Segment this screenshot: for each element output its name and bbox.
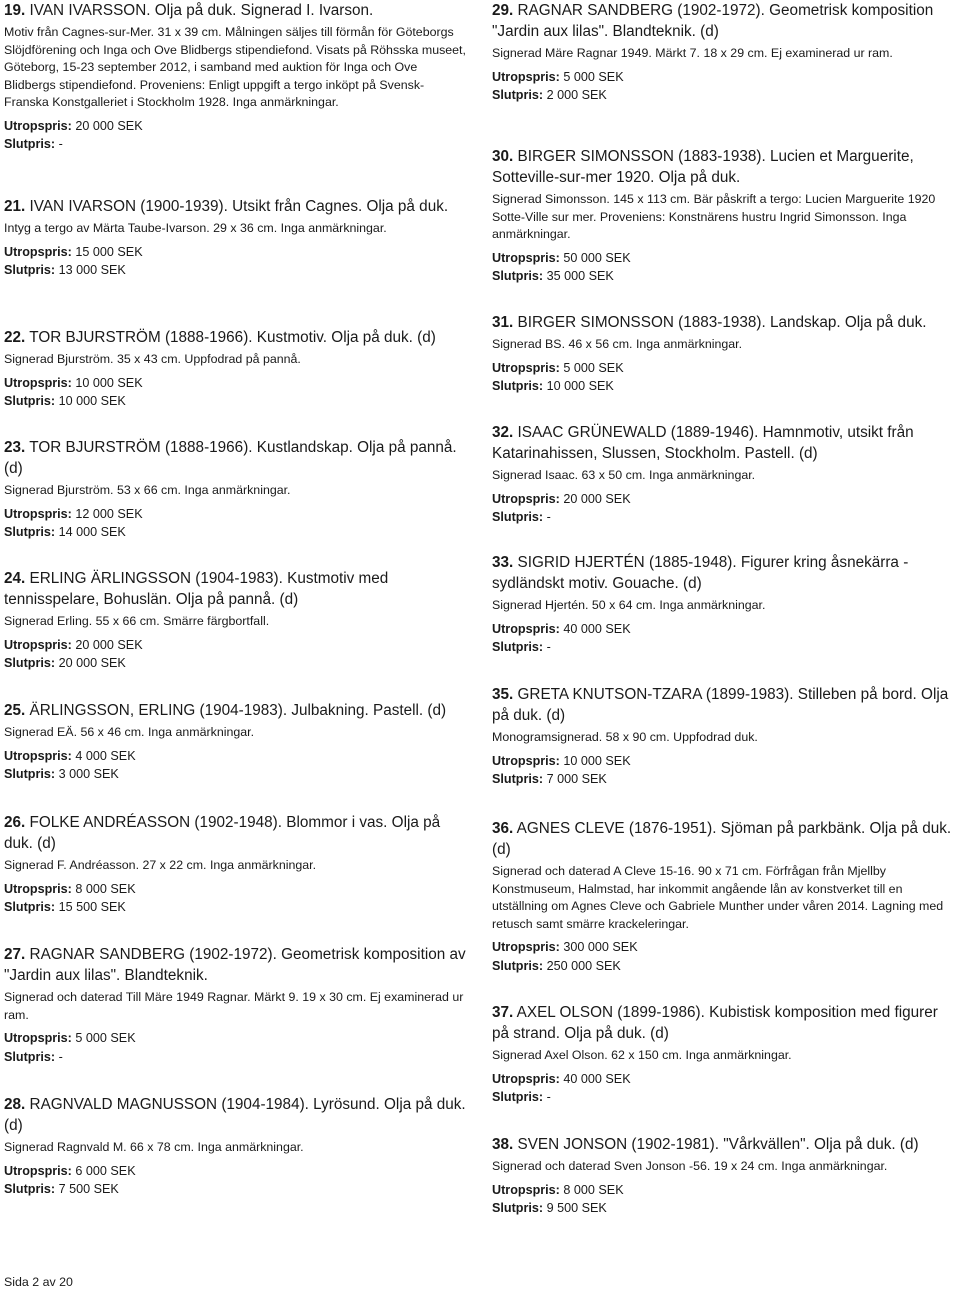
start-price-row <box>4 880 466 899</box>
lot-description: Signerad F. Andréasson. 27 x 22 cm. Inga anmärkningar. <box>4 858 317 872</box>
lot-number: 28. <box>4 1096 26 1113</box>
final-price-row <box>4 135 466 154</box>
start-price-label: Utropspris: <box>4 881 72 896</box>
lot-number: 26. <box>4 814 26 831</box>
start-price-value: 20 000 SEK <box>563 491 631 506</box>
lot-entry <box>4 812 466 917</box>
lot-title: ÄRLINGSSON, ERLING (1904-1983). Julbakning. Pastell. (d) <box>29 702 447 719</box>
final-price-label: Slutpris: <box>4 656 56 670</box>
start-price-row <box>492 249 958 268</box>
start-price-row <box>4 117 466 136</box>
lot-number: 31. <box>492 314 514 331</box>
lot-title: IVAN IVARSSON. Olja på duk. Signerad I. Ivarson. <box>29 2 374 19</box>
lot-entry <box>4 196 466 280</box>
start-price-row <box>492 938 958 957</box>
final-price-value: 14 000 SEK <box>58 525 126 539</box>
lot-description: Signerad Bjurström. 35 x 43 cm. Uppfodrad på pannå. <box>4 352 301 366</box>
final-price-row <box>492 957 958 976</box>
lot-heading <box>4 437 466 479</box>
lot-heading <box>4 568 466 610</box>
start-price-row <box>492 1181 958 1200</box>
lot-heading <box>492 684 958 726</box>
lot-description: Motiv från Cagnes-sur-Mer. 31 x 39 cm. Målningen säljes till förmån för Göteborgs Slöjdförening och Inga och Ove Blidbergs stipendiefond. Visats på Röhsska museet, Göteborg, 15-23 september 2012, i samband med auktion för Inga och Ove Blidbergs stipendiefond. Proveniens: Enligt uppgift a tergo inköpt på Svensk-Franska Konstgalleriet i Stockholm 1928. Inga anmärkningar. <box>4 25 466 109</box>
final-price-row <box>492 770 958 789</box>
lot-title: TOR BJURSTRÖM (1888-1966). Kustlandskap. Olja på pannå. (d) <box>4 439 457 477</box>
lot-number: 33. <box>492 554 514 571</box>
lot-description: Signerad och daterad A Cleve 15-16. 90 x 71 cm. Förfrågan från Mjellby Konstmuseum, Halmstad, har inkommit angående lån av konstverket till en utställning om Agnes Cleve och Gabriele Munther under våren 2014. Lagning med retusch samt smärre krackeleringar. <box>492 864 944 931</box>
final-price-value: - <box>58 137 63 151</box>
start-price-label: Utropspris: <box>4 375 72 390</box>
final-price-value: 3 000 SEK <box>58 767 119 781</box>
lot-entry <box>4 0 466 154</box>
final-price-value: - <box>546 510 551 524</box>
lot-title: TOR BJURSTRÖM (1888-1966). Kustmotiv. Olja på duk. (d) <box>29 329 436 346</box>
lot-description: Signerad Hjertén. 50 x 64 cm. Inga anmärkningar. <box>492 598 766 612</box>
start-price-label: Utropspris: <box>492 940 560 954</box>
start-price-label: Utropspris: <box>4 244 72 259</box>
final-price-row <box>492 508 958 527</box>
start-price-row <box>4 243 466 262</box>
lot-description: Signerad BS. 46 x 56 cm. Inga anmärkningar. <box>492 337 743 351</box>
final-price-value: 35 000 SEK <box>546 269 614 283</box>
final-price-label: Slutpris: <box>492 379 544 393</box>
start-price-row <box>492 1070 958 1089</box>
lot-description: Signerad Erling. 55 x 66 cm. Smärre färgbortfall. <box>4 614 270 628</box>
final-price-row <box>4 1180 466 1199</box>
lot-number: 27. <box>4 946 26 963</box>
start-price-value: 40 000 SEK <box>563 1071 631 1086</box>
start-price-label: Utropspris: <box>492 360 560 375</box>
final-price-label: Slutpris: <box>4 1049 56 1064</box>
lot-description: Signerad och daterad Sven Jonson -56. 19 x 24 cm. Inga anmärkningar. <box>492 1159 888 1173</box>
final-price-row <box>4 392 466 411</box>
lot-title: BIRGER SIMONSSON (1883-1938). Lucien et Marguerite, Sotteville-sur-mer 1920. Olja på duk. <box>492 148 914 186</box>
start-price-value: 20 000 SEK <box>75 118 143 133</box>
start-price-row <box>4 374 466 393</box>
start-price-label: Utropspris: <box>4 1031 72 1045</box>
start-price-row <box>4 505 466 524</box>
lot-heading <box>492 422 958 464</box>
lot-entry <box>492 1134 958 1218</box>
start-price-label: Utropspris: <box>492 1182 560 1197</box>
lot-title: SVEN JONSON (1902-1981). "Vårkvällen". Olja på duk. (d) <box>517 1136 919 1153</box>
page-number: Sida 2 av 20 <box>4 1275 73 1289</box>
final-price-row <box>492 638 958 657</box>
start-price-value: 20 000 SEK <box>75 637 143 652</box>
final-price-value: 10 000 SEK <box>58 394 126 408</box>
start-price-value: 10 000 SEK <box>563 753 631 768</box>
final-price-label: Slutpris: <box>4 900 56 914</box>
lot-entry <box>492 0 958 105</box>
lot-title: AGNES CLEVE (1876-1951). Sjöman på parkbänk. Olja på duk. (d) <box>492 820 952 858</box>
lot-entry <box>4 1094 466 1199</box>
start-price-value: 5 000 SEK <box>563 360 624 375</box>
start-price-row <box>492 490 958 509</box>
start-price-value: 5 000 SEK <box>563 69 624 84</box>
final-price-value: 15 500 SEK <box>58 900 126 914</box>
lot-heading <box>492 1134 958 1155</box>
lot-number: 35. <box>492 686 514 703</box>
final-price-row <box>492 1088 958 1107</box>
start-price-label: Utropspris: <box>492 250 560 265</box>
lot-description: Signerad och daterad Till Märe 1949 Ragnar. Märkt 9. 19 x 30 cm. Ej examinerad ur ram. <box>4 990 464 1022</box>
start-price-value: 4 000 SEK <box>75 748 136 763</box>
lot-number: 36. <box>492 820 514 837</box>
lot-number: 30. <box>492 148 514 165</box>
start-price-label: Utropspris: <box>4 118 72 133</box>
lot-entry <box>492 552 958 657</box>
final-price-label: Slutpris: <box>492 958 544 973</box>
final-price-value: - <box>546 640 551 654</box>
start-price-label: Utropspris: <box>492 491 560 506</box>
start-price-row <box>492 752 958 771</box>
start-price-value: 5 000 SEK <box>75 1031 136 1045</box>
start-price-value: 15 000 SEK <box>75 244 143 259</box>
lot-title: ISAAC GRÜNEWALD (1889-1946). Hamnmotiv, utsikt från Katarinahissen, Slussen, Stockholm. Pastell. (d) <box>492 424 914 462</box>
lot-title: IVAN IVARSON (1900-1939). Utsikt från Cagnes. Olja på duk. <box>29 198 449 215</box>
start-price-value: 8 000 SEK <box>75 881 136 896</box>
start-price-label: Utropspris: <box>4 637 72 652</box>
lot-heading <box>4 327 466 348</box>
lot-number: 37. <box>492 1004 514 1021</box>
final-price-row <box>4 261 466 280</box>
start-price-row <box>4 747 466 766</box>
lot-title: GRETA KNUTSON-TZARA (1899-1983). Stilleben på bord. Olja på duk. (d) <box>492 686 949 724</box>
lot-entry <box>4 437 466 542</box>
start-price-value: 6 000 SEK <box>75 1163 136 1178</box>
lot-heading <box>492 312 958 333</box>
start-price-value: 300 000 SEK <box>563 940 638 954</box>
lot-title: ERLING ÄRLINGSSON (1904-1983). Kustmotiv med tennisspelare, Bohuslän. Olja på pannå. (d) <box>4 570 389 608</box>
start-price-value: 10 000 SEK <box>75 375 143 390</box>
lot-title: RAGNAR SANDBERG (1902-1972). Geometrisk komposition "Jardin aux lilas". Blandteknik. (d) <box>492 2 934 40</box>
final-price-row <box>492 86 958 105</box>
lot-description: Signerad Märe Ragnar 1949. Märkt 7. 18 x 29 cm. Ej examinerad ur ram. <box>492 46 893 60</box>
start-price-label: Utropspris: <box>492 753 560 768</box>
start-price-row <box>4 636 466 655</box>
lot-number: 38. <box>492 1136 514 1153</box>
lot-entry <box>492 312 958 396</box>
final-price-value: 10 000 SEK <box>546 379 614 393</box>
start-price-row <box>492 68 958 87</box>
start-price-value: 8 000 SEK <box>563 1182 624 1197</box>
final-price-label: Slutpris: <box>4 767 56 781</box>
final-price-row <box>492 267 958 286</box>
lot-title: FOLKE ANDRÉASSON (1902-1948). Blommor i vas. Olja på duk. (d) <box>4 814 441 852</box>
lot-heading <box>492 146 958 188</box>
final-price-row <box>4 898 466 917</box>
lot-number: 23. <box>4 439 26 456</box>
lot-description: Signerad Simonsson. 145 x 113 cm. Bär påskrift a tergo: Lucien Marguerite 1920 Sotte-Ville sur mer. Proveniens: Konstnärens hustru Ingrid Simonsson. Inga anmärkningar. <box>492 192 936 241</box>
final-price-label: Slutpris: <box>4 1182 56 1196</box>
final-price-label: Slutpris: <box>492 269 544 283</box>
lot-number: 21. <box>4 198 26 215</box>
final-price-row <box>4 1048 466 1067</box>
final-price-label: Slutpris: <box>4 525 56 539</box>
final-price-row <box>4 523 466 542</box>
lot-number: 32. <box>492 424 514 441</box>
lot-entry <box>4 944 466 1066</box>
lot-number: 29. <box>492 2 514 19</box>
start-price-label: Utropspris: <box>492 1071 560 1086</box>
lot-heading <box>492 552 958 594</box>
start-price-value: 40 000 SEK <box>563 621 631 636</box>
lot-entry <box>492 1002 958 1107</box>
final-price-value: 250 000 SEK <box>546 958 621 973</box>
final-price-value: 2 000 SEK <box>546 88 607 102</box>
lot-heading <box>4 700 466 721</box>
lot-title: SIGRID HJERTÉN (1885-1948). Figurer kring åsnekärra - sydländskt motiv. Gouache. (d) <box>492 554 909 592</box>
lot-description: Signerad Bjurström. 53 x 66 cm. Inga anmärkningar. <box>4 483 291 497</box>
final-price-row <box>492 377 958 396</box>
final-price-label: Slutpris: <box>4 137 56 151</box>
final-price-row <box>4 765 466 784</box>
start-price-value: 12 000 SEK <box>75 506 143 521</box>
start-price-value: 50 000 SEK <box>563 250 631 265</box>
final-price-label: Slutpris: <box>492 772 544 786</box>
final-price-label: Slutpris: <box>4 394 56 408</box>
start-price-row <box>492 359 958 378</box>
final-price-value: 20 000 SEK <box>58 656 126 670</box>
lot-entry <box>492 684 958 789</box>
final-price-label: Slutpris: <box>492 88 544 102</box>
start-price-label: Utropspris: <box>492 69 560 84</box>
lot-description: Signerad EÄ. 56 x 46 cm. Inga anmärkningar. <box>4 725 255 739</box>
final-price-label: Slutpris: <box>4 263 56 277</box>
lot-title: RAGNAR SANDBERG (1902-1972). Geometrisk komposition av "Jardin aux lilas". Blandteknik. <box>4 946 466 984</box>
start-price-row <box>4 1029 466 1048</box>
final-price-label: Slutpris: <box>492 510 544 524</box>
final-price-label: Slutpris: <box>492 1201 544 1215</box>
lot-description: Signerad Axel Olson. 62 x 150 cm. Inga anmärkningar. <box>492 1048 792 1062</box>
final-price-value: 13 000 SEK <box>58 263 126 277</box>
lot-heading <box>4 0 466 21</box>
lot-title: AXEL OLSON (1899-1986). Kubistisk komposition med figurer på strand. Olja på duk. (d) <box>492 1004 938 1042</box>
start-price-row <box>492 620 958 639</box>
final-price-value: - <box>58 1049 63 1064</box>
start-price-label: Utropspris: <box>4 748 72 763</box>
start-price-label: Utropspris: <box>492 621 560 636</box>
lot-heading <box>492 818 958 860</box>
start-price-row <box>4 1162 466 1181</box>
final-price-row <box>492 1199 958 1218</box>
lot-heading <box>4 944 466 986</box>
lot-number: 22. <box>4 329 26 346</box>
lot-title: RAGNVALD MAGNUSSON (1904-1984). Lyrösund. Olja på duk. (d) <box>4 1096 466 1134</box>
lot-number: 19. <box>4 2 26 19</box>
final-price-row <box>4 654 466 673</box>
lot-entry <box>492 146 958 286</box>
lot-description: Signerad Isaac. 63 x 50 cm. Inga anmärkningar. <box>492 468 756 482</box>
final-price-value: 7 500 SEK <box>58 1182 119 1196</box>
lot-heading <box>4 812 466 854</box>
final-price-value: 9 500 SEK <box>546 1201 607 1215</box>
lot-title: BIRGER SIMONSSON (1883-1938). Landskap. Olja på duk. <box>517 314 927 331</box>
final-price-value: 7 000 SEK <box>546 772 607 786</box>
lot-entry <box>492 422 958 527</box>
lot-entry <box>4 568 466 673</box>
lot-entry <box>492 818 958 975</box>
lot-heading <box>4 196 466 217</box>
lot-number: 25. <box>4 702 26 719</box>
lot-description: Intyg a tergo av Märta Taube-Ivarson. 29 x 36 cm. Inga anmärkningar. <box>4 221 387 235</box>
lot-entry <box>4 327 466 411</box>
final-price-value: - <box>546 1090 551 1104</box>
lot-heading <box>492 0 958 42</box>
lot-description: Signerad Ragnvald M. 66 x 78 cm. Inga anmärkningar. <box>4 1140 304 1154</box>
lot-heading <box>492 1002 958 1044</box>
lot-number: 24. <box>4 570 26 587</box>
start-price-label: Utropspris: <box>4 1163 72 1178</box>
lot-entry <box>4 700 466 784</box>
final-price-label: Slutpris: <box>492 1090 544 1104</box>
lot-description: Monogramsignerad. 58 x 90 cm. Uppfodrad duk. <box>492 730 758 744</box>
final-price-label: Slutpris: <box>492 640 544 654</box>
start-price-label: Utropspris: <box>4 506 72 521</box>
lot-heading <box>4 1094 466 1136</box>
